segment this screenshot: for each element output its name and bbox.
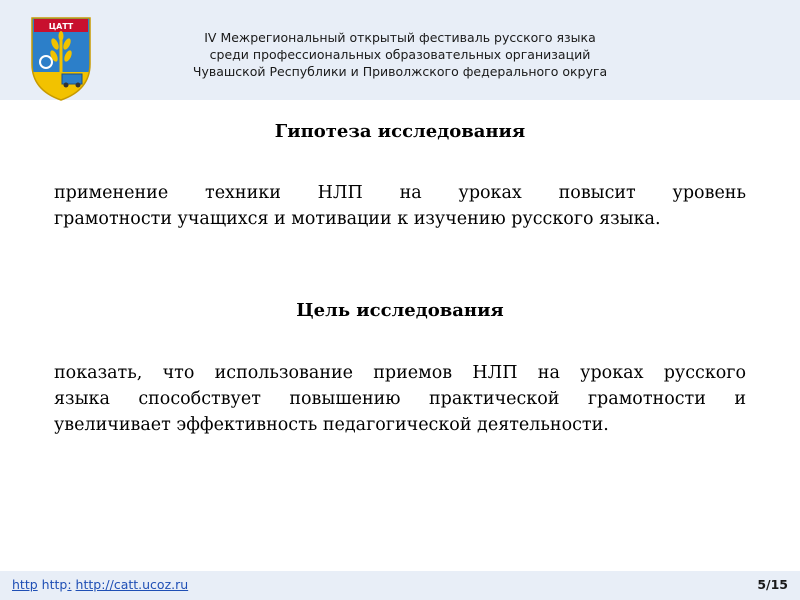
site-link-full[interactable]: http://catt.ucoz.ru bbox=[75, 577, 189, 592]
goal-heading: Цель исследования bbox=[296, 300, 504, 321]
site-link[interactable] bbox=[42, 577, 72, 592]
text-line: языка способствует повышению практической грамотности и bbox=[54, 389, 746, 409]
college-emblem-icon bbox=[26, 12, 96, 102]
footer-links bbox=[12, 577, 188, 592]
goal-text bbox=[54, 360, 746, 438]
link-text: http bbox=[41, 577, 68, 592]
text-line: увеличивает эффективность педагогической деятельности. bbox=[54, 415, 609, 435]
page-number: 5/15 bbox=[757, 577, 788, 592]
text-line: применение техники НЛП на уроках повысит уровень bbox=[54, 183, 746, 203]
text-line: показать, что использование приемов НЛП на уроках русского bbox=[54, 363, 746, 383]
link-separator: : bbox=[67, 577, 72, 592]
festival-title-line: IV Межрегиональный открытый фестиваль русского языка bbox=[204, 30, 596, 45]
header-band bbox=[0, 0, 800, 100]
emblem-label: ЦАТТ bbox=[48, 22, 74, 31]
hypothesis-heading: Гипотеза исследования bbox=[274, 121, 526, 142]
festival-title bbox=[130, 29, 670, 80]
festival-title-line: среди профессиональных образовательных организаций bbox=[209, 47, 591, 62]
hypothesis-text bbox=[54, 180, 746, 232]
footer-band bbox=[0, 571, 800, 600]
text-line: грамотности учащихся и мотивации к изучению русского языка. bbox=[54, 209, 661, 229]
site-link[interactable]: http bbox=[12, 577, 38, 592]
festival-title-line: Чувашской Республики и Приволжского федерального округа bbox=[192, 64, 608, 79]
